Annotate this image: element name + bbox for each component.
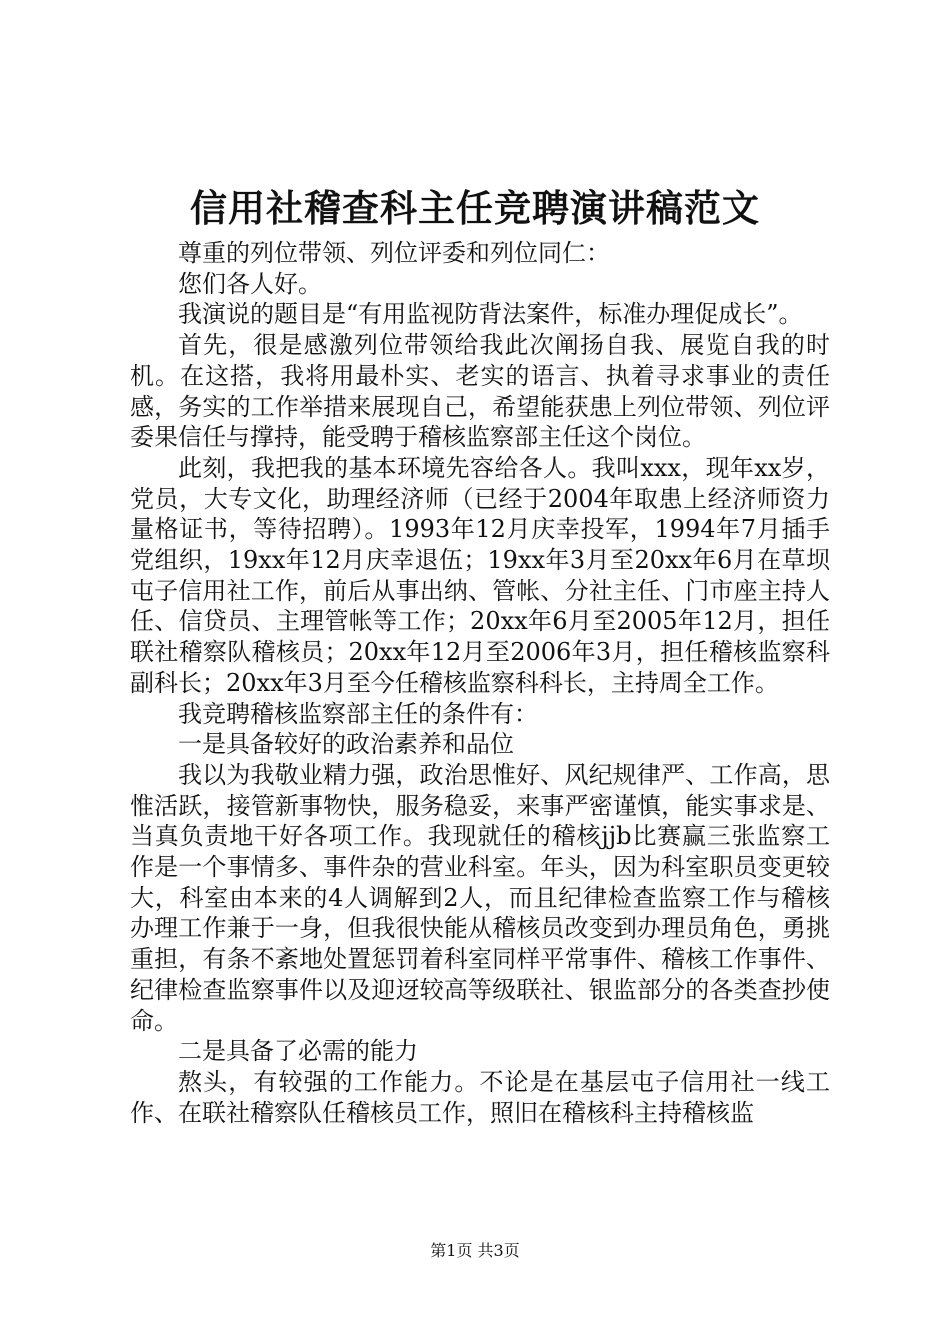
paragraph-heading-two: 二是具备了必需的能力 xyxy=(178,1037,418,1066)
paragraph-political-quality: 我以为我敬业精力强，政治思惟好、风纪规律严、工作高，思惟活跃，接管新事物快，服务稳妥，来事严密谨慎，能实事求是、当真负责地干好各项工作。我现就任的稽核jjb比赛赢三张监察工作是一个事情多、事件杂的营业科室。年头，因为科室职员变更较大，科室由本来的4人调解到2人，而且纪律检查监察工作与稽核办理工作兼于一身，但我很快能从稽核员改变到办理员角色，勇挑重担，有条不紊地处置惩罚着科室同样平常事件、稽核工作事件、纪律检查监察事件以及迎迓较高等级联社、银监部分的各类查抄使命。 xyxy=(130,760,830,1035)
document-title: 信用社稽查科主任竞聘演讲稿范文 xyxy=(190,186,760,230)
page-number-footer: 第1页 共3页 xyxy=(430,1241,520,1260)
paragraph-conditions-intro: 我竞聘稽核监察部主任的条件有： xyxy=(178,699,538,728)
paragraph-thanks: 首先，很是感激列位带领给我此次阐扬自我、展览自我的时机。在这搭，我将用最朴实、老实的语言、执着寻求事业的责任感，务实的工作举措来展现自己，希望能获患上列位带领、列位评委果信任与撑持，能受聘于稽核监察部主任这个岗位。 xyxy=(130,331,830,452)
document-body xyxy=(130,238,830,1128)
paragraph-heading-one: 一是具备较好的政治素养和品位 xyxy=(178,730,514,759)
paragraph-background: 此刻，我把我的基本环境先容给各人。我叫xxx，现年xx岁，党员，大专文化，助理经济师（已经于2004年取患上经济师资力量格证书，等待招聘）。1993年12月庆幸投军，1994年7月插手党组织，19xx年12月庆幸退伍；19xx年3月至20xx年6月在草坝屯子信用社工作，前后从事出纳、管帐、分社主任、门市座主持人任、信贷员、主理管帐等工作；20xx年6月至2005年12月，担任联社稽察队稽核员；20xx年12月至2006年3月，担任稽核监察科副科长；20xx年3月至今任稽核监察科科长，主持周全工作。 xyxy=(130,453,830,697)
paragraph-salutation: 尊重的列位带领、列位评委和列位同仁： xyxy=(178,239,610,267)
paragraph-work-ability: 熬头，有较强的工作能力。不论是在基层屯子信用社一线工作、在联社稽察队任稽核员工作，照旧在稽核科主持稽核监 xyxy=(130,1067,830,1127)
paragraph-greeting: 您们各人好。 xyxy=(178,269,322,298)
paragraph-topic: 我演说的题目是“有用监视防背法案件，标准办理促成长”。 xyxy=(178,300,803,329)
